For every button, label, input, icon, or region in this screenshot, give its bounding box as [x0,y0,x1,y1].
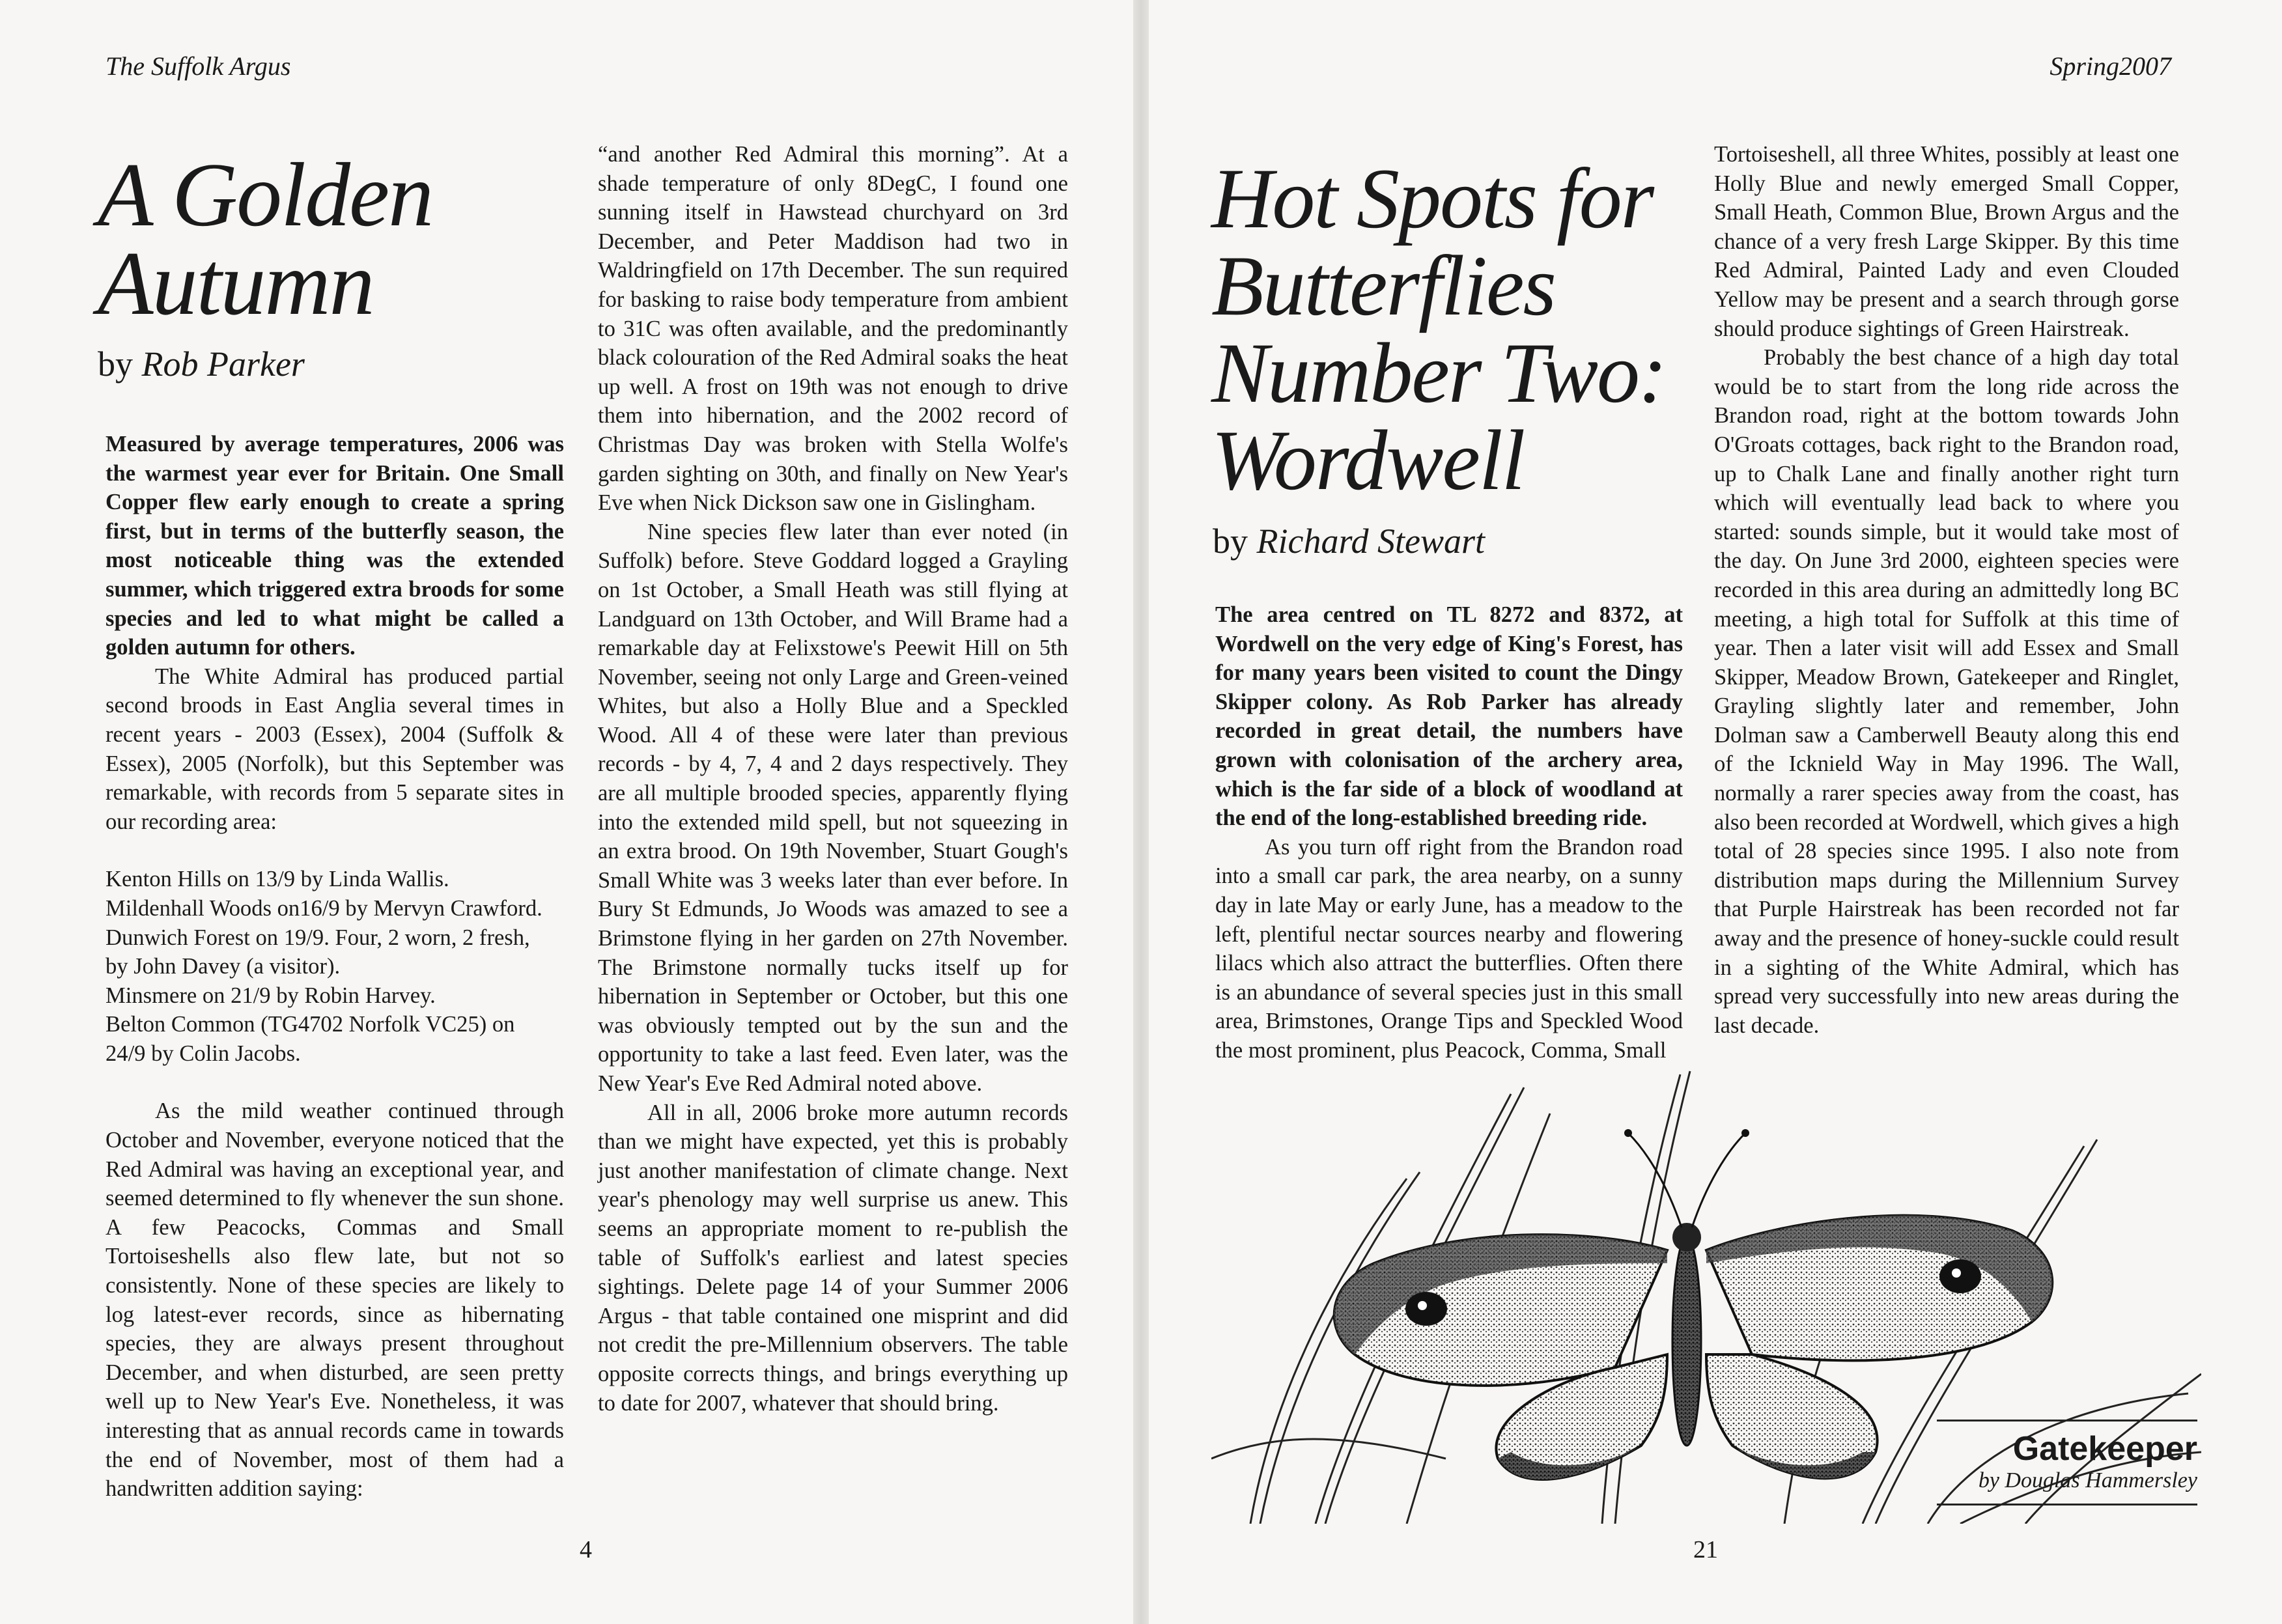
record-item: Mildenhall Woods on16/9 by Mervyn Crawford. [106,895,542,921]
title-line: Wordwell [1211,412,1525,508]
record-item: 24/9 by Colin Jacobs. [106,1041,301,1066]
article-title-right [1211,150,1666,508]
record-item: Kenton Hills on 13/9 by Linda Wallis. [106,867,449,892]
paragraph: Tortoiseshell, all three Whites, possibly at least one Holly Blue and newly emerged Small Copper, Small Heath, Common Blue, Brown Argus and the chance of a very fresh Large Skipper. By this time Red Admiral, Painted Lady and even Clouded Yellow may be present and a search through gorse should produce sightings of Green Hairstreak. [1714,142,2179,341]
column-right-2 [1714,140,2179,1040]
title-line: Butterflies [1211,238,1555,333]
page-number-left: 4 [580,1536,592,1563]
running-head-left: The Suffolk Argus [106,51,291,81]
record-item: Belton Common (TG4702 Norfolk VC25) on [106,1012,515,1037]
running-head-right: Spring2007 [2050,51,2171,81]
butterfly-body [1672,1237,1701,1446]
caption-credit: by Douglas Hammersley [1978,1468,2197,1492]
paragraph: “and another Red Admiral this morning”. At a shade temperature of only 8DegC, I found one sunning itself in Hawstead churchyard on 3rd December, and Peter Maddison had two in Waldringfield on 17th December. The sun required for basking to raise body temperature from ambient to 31C was often available, and the predominantly black colouration of the Red Admiral soaks the heat up well. A frost on 19th was not enough to drive them into hibernation, and the 2002 record of Christmas Day was broken with Stella Wolfe's garden sighting on 30th, and finally on New Year's Eve when Nick Dickson saw one in Gislingham. [598,142,1068,516]
page-number-right: 21 [1693,1536,1718,1563]
column-left-2 [598,140,1068,1418]
author-name: Rob Parker [141,344,305,384]
title-line: Number Two: [1211,325,1666,421]
column-right-1 [1215,600,1683,1065]
paragraph: As the mild weather continued through October and November, everyone noticed that the Red Admiral was having an exceptional year, and seemed determined to fly whenever the sun shone. A few Peacocks, Commas and Small Tortoiseshells also flew late, but not so consistently. None of these species are likely to log latest-ever records, since as hibernating species, they are always present throughout December, and when disturbed, are seen pretty well up to New Year's Eve. Nonetheless, it was interesting that as annual records came in towards the end of November, most of them had a handwritten addition saying: [106,1099,564,1502]
record-item: by John Davey (a visitor). [106,954,341,979]
column-left-1 [106,430,564,1504]
book-gutter [1133,0,1149,1624]
left-page [0,0,1133,1624]
caption-title: Gatekeeper [2012,1430,2197,1468]
record-item: Dunwich Forest on 19/9. Four, 2 worn, 2 fresh, [106,925,530,950]
paragraph: Nine species flew later than ever noted (in Suffolk) before. Steve Goddard logged a Grayling on 1st October, a Small Heath was still flying at Landguard on 13th October, and Will Brame had a remarkable day at Felixstowe's Peewit Hill on 5th November, seeing not only Large and Green-veined Whites, but also a Holly Blue and a Speckled Wood. All 4 of these were later than previous records - by 4, 7, 4 and 2 days respectively. They are all multiple brooded species, apparently flying into the extended mild spell, but not squeezing in an extra brood. On 19th November, Stuart Gough's Small White was 3 weeks later than ever before. In Bury St Edmunds, Jo Woods was amazed to see a Brimstone flying in her garden on 27th November. The Brimstone normally tucks itself up for hibernation in September or October, but this one was obviously tempted out by the sun and the opportunity to take a last feed. Even later, was the New Year's Eve Red Admiral noted above. [598,519,1068,1096]
byline-right: by Richard Stewart [1213,522,1485,561]
record-item: Minsmere on 21/9 by Robin Harvey. [106,983,436,1008]
article-title-left [98,145,433,334]
title-line: Autumn [98,233,374,334]
illustration-caption [1937,1420,2197,1505]
title-line: Hot Spots for [1211,150,1654,246]
paragraph: As you turn off right from the Brandon road into a small car park, the area nearby, on a sunny day in late May or early June, has a meadow to the left, plentiful nectar sources nearby and flowering lilacs which also attract the butterflies. Often there is an abundance of several species just in this small area, Brimstones, Orange Tips and Speckled Wood the most prominent, plus Peacock, Comma, Small [1215,834,1683,1063]
lead-paragraph: The area centred on TL 8272 and 8372, at Wordwell on the very edge of King's Forest, has for many years been visited to count the Dingy Skipper colony. As Rob Parker has already recorded in great detail, the numbers have grown with colonisation of the archery area, which is the far side of a block of woodland at the end of the long-established breeding ride. [1215,602,1683,831]
byline-left: by Rob Parker [98,344,305,384]
paragraph: Probably the best chance of a high day total would be to start from the long ride across the Brandon road, right at the bottom towards John O'Groats cottages, back right to the Brandon road, up to Chalk Lane and finally another right turn which will eventually lead back to where you started: sounds simple, but it would take most of the day. On June 3rd 2000, eighteen species were recorded in this area during an admittedly long BC meeting, a high total for Suffolk at this time of year. Then a later visit will add Essex and Small Skipper, Meadow Brown, Gatekeeper and Ringlet, Grayling slightly later and remember, John Dolman saw a Camberwell Beauty along this end of the Icknield Way in May 1996. The Wall, normally a rarer species away from the coast, has also been recorded at Wordwell, which gives a high total of 28 species since 1995. I also note from distribution maps during the Millennium Survey that Purple Hairstreak has been recorded not far away and the presence of honey-suckle could result in a sighting of the White Admiral, which has spread very successfully into new areas during the last decade. [1714,345,2179,1038]
paragraph: All in all, 2006 broke more autumn records than we might have expected, yet this is probably just another manifestation of climate change. Next year's phenology may well surprise us anew. This seems an appropriate moment to re-publish the table of Suffolk's earliest and latest species sightings. Delete page 14 of your Summer 2006 Argus - that table contained one misprint and did not credit the pre-Millennium observers. The table opposite corrects things, and brings everything up to date for 2007, whatever that should bring. [598,1100,1068,1416]
author-name: Richard Stewart [1256,522,1485,561]
paragraph: The White Admiral has produced partial second broods in East Anglia several times in recent years - 2003 (Essex), 2004 (Suffolk & Essex), 2005 (Norfolk), but this September was remarkable, with records from 5 separate sites in our recording area: [106,664,564,834]
record-list [106,865,564,1068]
title-line: A Golden [98,145,433,245]
lead-paragraph: Measured by average temperatures, 2006 was the warmest year ever for Britain. One Small Copper flew early enough to create a spring first, but in terms of the butterfly season, the most noticeable thing was the extended summer, which triggered extra broods for some species and led to what might be called a golden autumn for others. [106,432,564,660]
